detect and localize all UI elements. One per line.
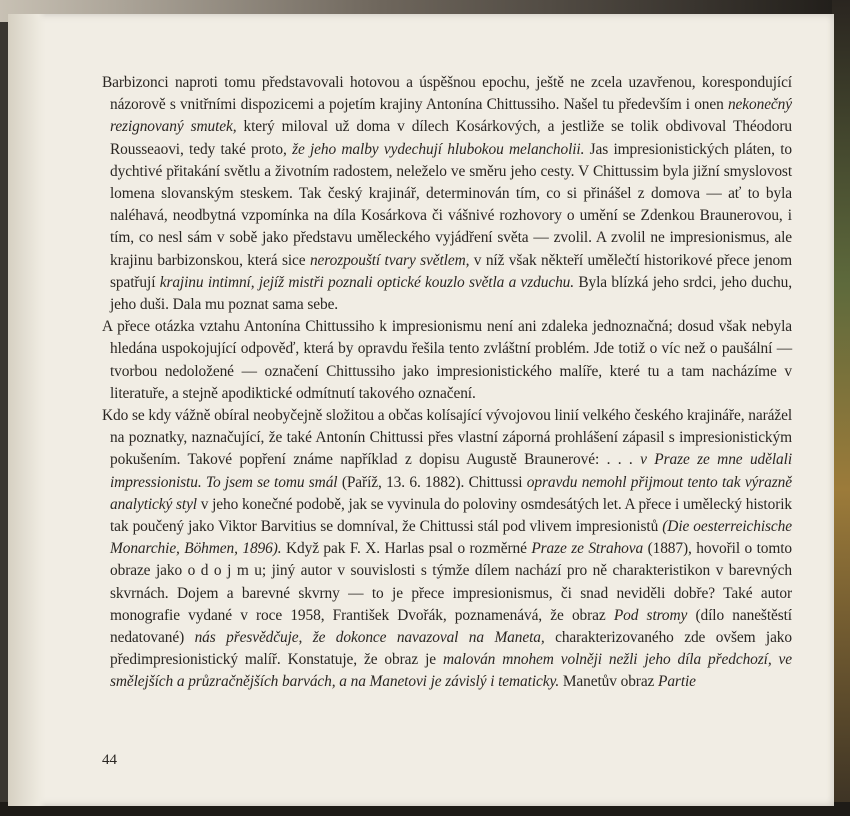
text-run: (1887), hovořil o tomto obraze jako o d o j m u; jiný autor v souvislosti s týmže dílem nachází pro ně charakteristikon v barevných skvrnách. Dojem a barevné skvrny — to je přece impresionismus, či snad neviděli dobře? Také autor monografie vydané v roce 1958, František Dvořák, poznamenává, že obraz [110,540,792,624]
text-run: charakterizovaného zde ovšem jako předimpresionistický malíř. Konstatuje, že obraz je [110,629,792,669]
italic-run: malován mnohem volněji nežli jeho díla předchozí, ve smělejších a průzračnějších barvách, a na Manetovi je závislý i tematicky. [110,651,792,691]
text-run: Když pak F. X. Harlas psal o rozměrné [281,540,532,558]
text-run: Byla blízká jeho srdci, jeho duchu, jeho duši. Dala mu poznat sama sebe. [110,273,792,314]
italic-run: že jeho malby vydechují hlubokou melancholii. [292,140,585,158]
paragraph-3 [102,405,792,694]
italic-run: opravdu nemohl přijmout tento tak výrazně analytický styl [110,473,792,513]
italic-run: Pod stromy [613,606,688,624]
page-number: 44 [102,752,117,768]
paragraph-1 [102,72,792,316]
text-run: Kdo se kdy vážně obíral neobyčejně složitou a občas kolísající vývojovou linií velkého českého krajináře, narážel na poznatky, naznačující, že také Antonín Chittussi přes vlastní záporná prohlášení zápasil s impresionistickým pokušením. Takové popření známe například z dopisu Augustě Braunerové: . . . [102,407,792,469]
italic-run: nekonečný rezignovaný smutek, [110,96,792,136]
text-run: který miloval už doma v dílech Kosárkových, a jestliže se tolik obdivoval Théodoru Rousseaovi, tedy také proto, [110,118,792,158]
italic-run: Partie [658,673,696,691]
text-run: v níž však někteří umělečtí historikové přece jenom spatřují [110,251,793,291]
italic-run: v Praze ze mne udělali impressionistu. To jsem se tomu smál [110,451,793,491]
paragraph-2 [102,316,792,405]
italic-run: Praze ze Strahova [531,540,644,558]
text-run: A přece otázka vztahu Antonína Chittussiho k impresionismu není ani zdaleka jednoznačná; dosud však nebyla hledána uspokojující odpověď, která by opravdu řešila tento zvláštní problém. Jde totiž o víc než o paušální — tvorbou nedoložené — označení Chittussiho jako impresionistického malíře, které tu a tam nacházíme v literatuře, a stejně apodiktické odmítnutí takového označení. [102,318,792,402]
text-run: Barbizonci naproti tomu představovali hotovou a úspěšnou epochu, ještě ne zcela uzavřenou, korespondující názorově s vnitřními dispozicemi a pojetím krajiny Antonína Chittussiho. Našel tu především i onen [102,74,792,114]
italic-run: nás přesvědčuje, že dokonce navazoval na Maneta, [194,629,545,647]
text-run: v jeho konečné podobě, jak se vyvinula do poloviny osmdesátých let. A přece i umělecký historik tak poučený jako Viktor Barvitius se domníval, že Chittussi stál pod vlivem impresionistů [110,495,792,536]
italic-run: krajinu intimní, jejíž mistři poznali optické kouzlo světla a vzduchu. [159,273,575,291]
italic-run: nerozpouští tvary světlem, [309,251,470,269]
text-run: Jas impresionistických pláten, to dychtivé přitakání světlu a životním radostem, neleželo ve směru jeho cesty. V Chittussim byla jižní smyslovost lomena slovanským steskem. Tak český krajinář, determinován tím, co si přinášel z domova — ať to byla naléhavá, neodbytná vzpomínka na díla Kosárkova či vášnivé rozhovory o umění se Zdenkou Braunerovou, i tím, co nesl sám v sobě jako představu uměleckého vyjádření světa — zvolil. A zvolil ne impresionismus, ale krajinu barbizonskou, která sice [110,140,792,269]
text-run: Manetův obraz [559,673,659,691]
body-text [102,72,792,694]
scan-right-edge [832,0,850,816]
italic-run: (Die oesterreichische Monarchie, Böhmen, 1896). [110,518,792,558]
text-run: (dílo naneštěstí nedatované) [110,606,792,647]
page-gutter-shadow [8,14,46,806]
text-run: (Paříž, 13. 6. 1882). Chittussi [337,473,527,491]
